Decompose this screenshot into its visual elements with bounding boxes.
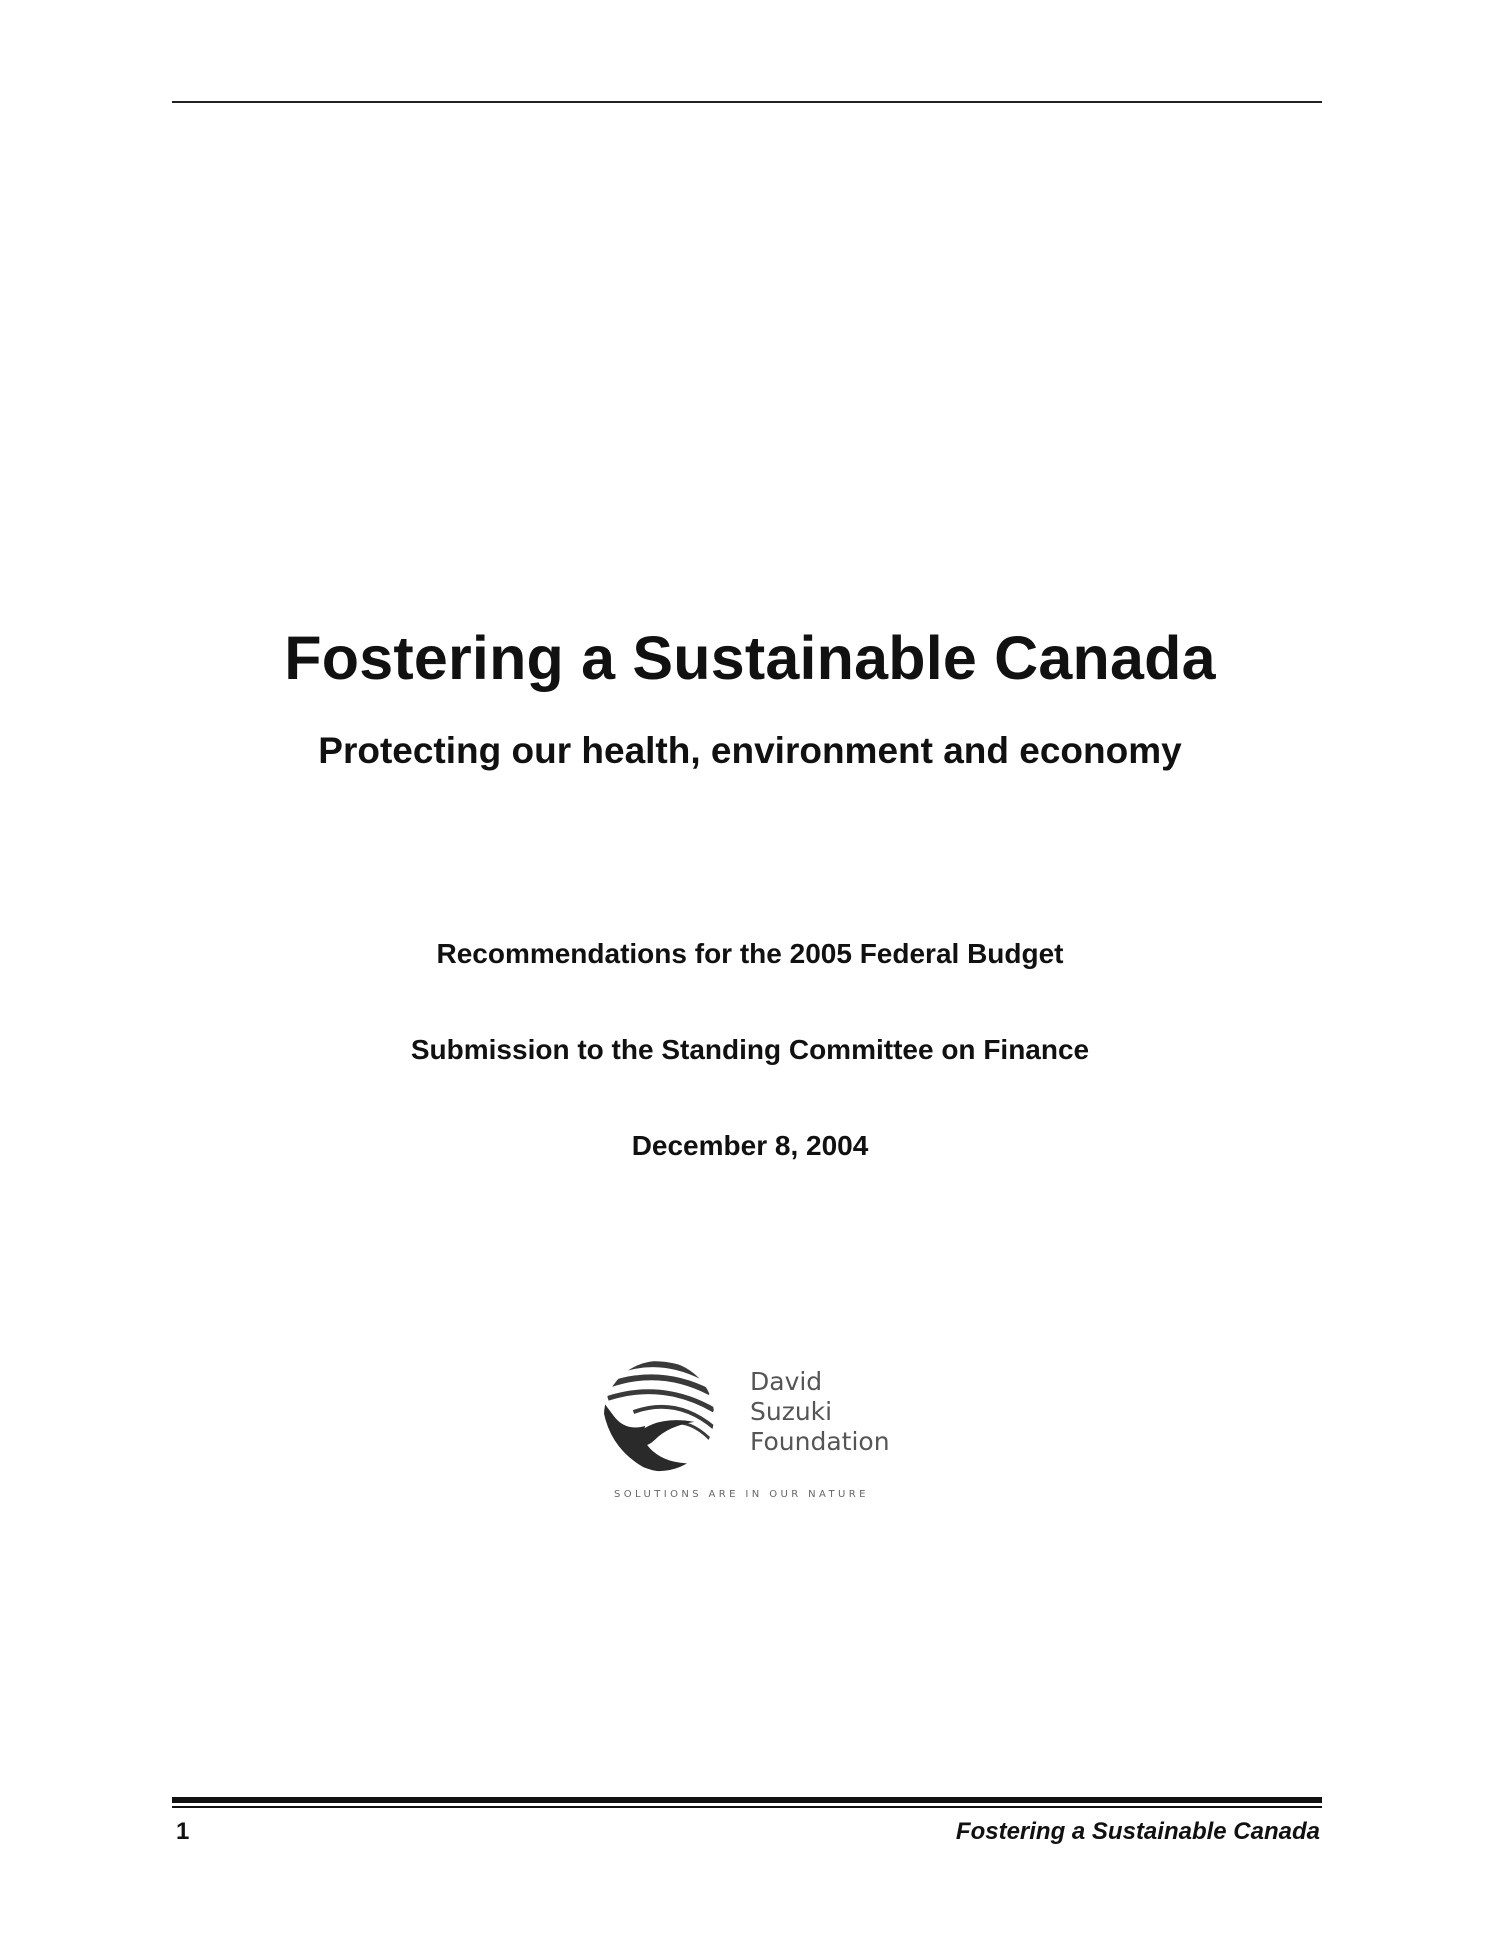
document-subtitle: Protecting our health, environment and economy	[318, 730, 1182, 771]
foundation-tagline: SOLUTIONS ARE IN OUR NATURE	[614, 1489, 869, 1500]
swirl-globe-icon	[600, 1357, 718, 1475]
foundation-name-line: Foundation	[750, 1427, 890, 1456]
foundation-name-line: David	[750, 1367, 823, 1396]
foundation-name-line: Suzuki	[750, 1397, 833, 1426]
footer-rule-thick	[172, 1797, 1322, 1803]
submission-line: Submission to the Standing Committee on Finance	[410, 1034, 1090, 1065]
document-title: Fostering a Sustainable Canada	[284, 624, 1216, 692]
header-rule	[172, 101, 1322, 103]
foundation-logo	[600, 1352, 900, 1512]
recommendations-line: Recommendations for the 2005 Federal Budget	[436, 938, 1064, 969]
page-number: 1	[176, 1818, 190, 1845]
footer-running-title: Fostering a Sustainable Canada	[955, 1818, 1320, 1845]
footer-rule-thin	[172, 1806, 1322, 1808]
date-line: December 8, 2004	[631, 1130, 869, 1161]
foundation-name	[750, 1367, 890, 1457]
